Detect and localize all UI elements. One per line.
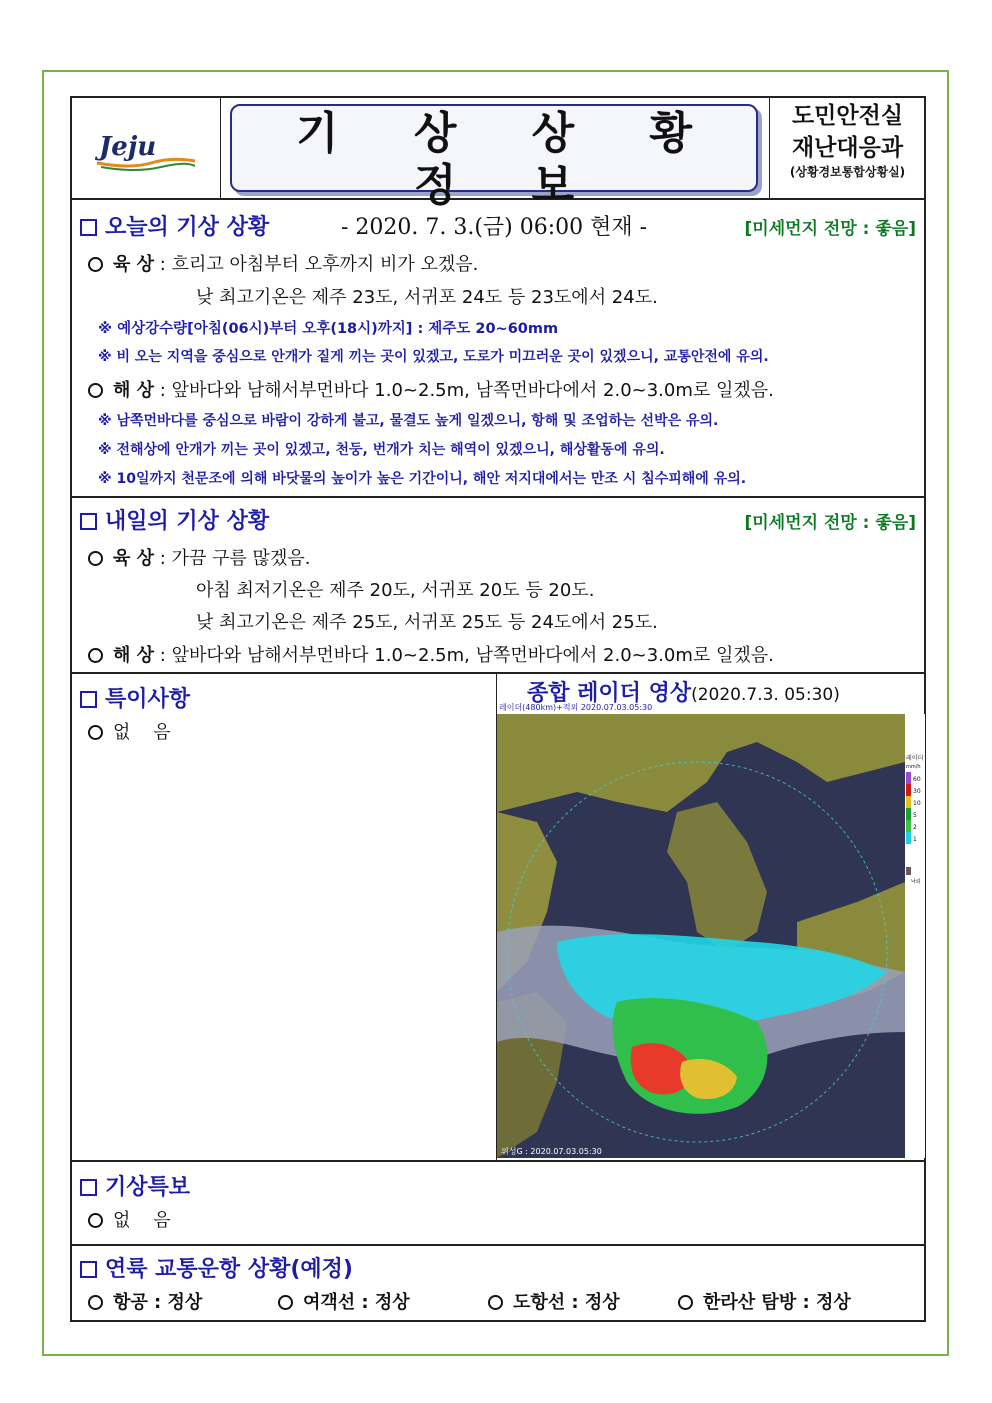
checkbox-icon bbox=[80, 1179, 97, 1196]
circle-icon bbox=[88, 1213, 103, 1228]
title-box bbox=[230, 104, 758, 240]
warning-value: 없 음 bbox=[88, 1206, 171, 1232]
jeju-logo bbox=[72, 98, 221, 198]
checkbox-icon bbox=[80, 691, 97, 708]
today-dust: [미세먼지 전망 : 좋음] bbox=[744, 219, 916, 239]
today-title: 오늘의 기상 상황 bbox=[105, 215, 270, 240]
today-land-line1: 육 상 : 흐리고 아침부터 오후까지 비가 오겠음. bbox=[88, 250, 478, 276]
tomorrow-dust: [미세먼지 전망 : 좋음] bbox=[744, 513, 916, 533]
today-note4: ※ 전해상에 안개가 끼는 곳이 있겠고, 천둥, 번개가 치는 해역이 있겠으니, 해상활동에 유의. bbox=[98, 442, 665, 458]
traffic-item-ferry: 여객선 : 정상 bbox=[278, 1288, 410, 1314]
circle-icon bbox=[88, 383, 103, 398]
traffic-title: 연륙 교통운항 상황(예정) bbox=[105, 1257, 353, 1282]
warning-title: 기상특보 bbox=[105, 1175, 191, 1200]
circle-icon bbox=[278, 1295, 293, 1310]
radar-bottom-label: 위성G : 2020.07.03.05:30 bbox=[501, 1147, 602, 1156]
tomorrow-land-line3: 낮 최고기온은 제주 25도, 서귀포 25도 등 24도에서 25도. bbox=[196, 612, 658, 633]
circle-icon bbox=[88, 648, 103, 663]
dept-line2: 재난대응과 bbox=[791, 135, 904, 161]
divider bbox=[72, 1160, 924, 1162]
special-value: 없 음 bbox=[88, 718, 171, 744]
checkbox-icon bbox=[80, 1261, 97, 1278]
department bbox=[769, 98, 925, 198]
legend-value: 10 bbox=[913, 800, 921, 807]
circle-icon bbox=[678, 1295, 693, 1310]
traffic-item-hallasan: 한라산 탐방 : 정상 bbox=[678, 1288, 851, 1314]
tomorrow-land-line2: 아침 최저기온은 제주 20도, 서귀포 20도 등 20도. bbox=[196, 580, 595, 601]
today-note5: ※ 10일까지 천문조에 의해 바닷물의 높이가 높은 기간이니, 해안 저지대에서는 만조 시 침수피해에 유의. bbox=[98, 471, 747, 487]
report-date: - 2020. 7. 3.(금) 06:00 현재 - bbox=[340, 215, 648, 240]
divider bbox=[72, 496, 924, 498]
today-note3: ※ 남쪽먼바다를 중심으로 바람이 강하게 불고, 물결도 높게 일겠으니, 항해 및 조업하는 선박은 유의. bbox=[98, 413, 719, 429]
legend-value: 2 bbox=[913, 824, 917, 831]
today-note1: ※ 예상강수량[아침(06시)부터 오후(18시)까지] : 제주도 20~60mm bbox=[98, 321, 559, 337]
checkbox-icon bbox=[80, 513, 97, 530]
special-title: 특이사항 bbox=[105, 687, 191, 712]
dept-line1: 도민안전실 bbox=[791, 103, 904, 129]
svg-text:Jeju: Jeju bbox=[99, 132, 157, 162]
today-land-line2: 낮 최고기온은 제주 23도, 서귀포 24도 등 23도에서 24도. bbox=[196, 287, 658, 308]
circle-icon bbox=[88, 1295, 103, 1310]
circle-icon bbox=[88, 725, 103, 740]
legend-extra: 낙뢰 bbox=[911, 879, 921, 885]
radar-image bbox=[497, 702, 925, 1162]
report-title: 기 상 상 황 정 보 bbox=[296, 108, 722, 211]
tomorrow-land-line1: 육 상 : 가끔 구름 많겠음. bbox=[88, 544, 310, 570]
legend-unit: mm/h bbox=[906, 764, 921, 770]
circle-icon bbox=[488, 1295, 503, 1310]
tomorrow-section-title bbox=[80, 504, 269, 535]
legend-title: 레이더 bbox=[906, 755, 924, 762]
today-section-title bbox=[80, 210, 269, 241]
traffic-section-title bbox=[80, 1252, 353, 1283]
radar-time: (2020.7.3. 05:30) bbox=[691, 685, 840, 705]
traffic-item-air: 항공 : 정상 bbox=[88, 1288, 202, 1314]
legend-value: 60 bbox=[913, 776, 921, 783]
tomorrow-title: 내일의 기상 상황 bbox=[105, 509, 270, 534]
dept-line3: (상황경보통합상황실) bbox=[789, 165, 906, 179]
radar-top-label: 레이더(480km)+적외 2020.07.03.05:30 bbox=[499, 703, 653, 712]
circle-icon bbox=[88, 257, 103, 272]
radar-title: 종합 레이더 영상(2020.7.3. 05:30) bbox=[527, 681, 840, 706]
legend-value: 1 bbox=[913, 836, 917, 843]
warning-section-title bbox=[80, 1170, 190, 1201]
circle-icon bbox=[88, 551, 103, 566]
special-section-title bbox=[80, 682, 190, 713]
today-sea-line1: 해 상 : 앞바다와 남해서부먼바다 1.0~2.5m, 남쪽먼바다에서 2.0~3.0m로 일겠음. bbox=[88, 376, 774, 402]
divider bbox=[72, 1244, 924, 1246]
checkbox-icon bbox=[80, 219, 97, 236]
legend-value: 5 bbox=[913, 812, 917, 819]
radar-panel bbox=[496, 674, 925, 1160]
traffic-item-island-ferry: 도항선 : 정상 bbox=[488, 1288, 620, 1314]
legend-value: 30 bbox=[913, 788, 921, 795]
today-note2: ※ 비 오는 지역을 중심으로 안개가 짙게 끼는 곳이 있겠고, 도로가 미끄러운 곳이 있겠으니, 교통안전에 유의. bbox=[98, 349, 769, 365]
tomorrow-sea-line1: 해 상 : 앞바다와 남해서부먼바다 1.0~2.5m, 남쪽먼바다에서 2.0~3.0m로 일겠음. bbox=[88, 641, 774, 667]
weather-report bbox=[70, 96, 926, 1322]
